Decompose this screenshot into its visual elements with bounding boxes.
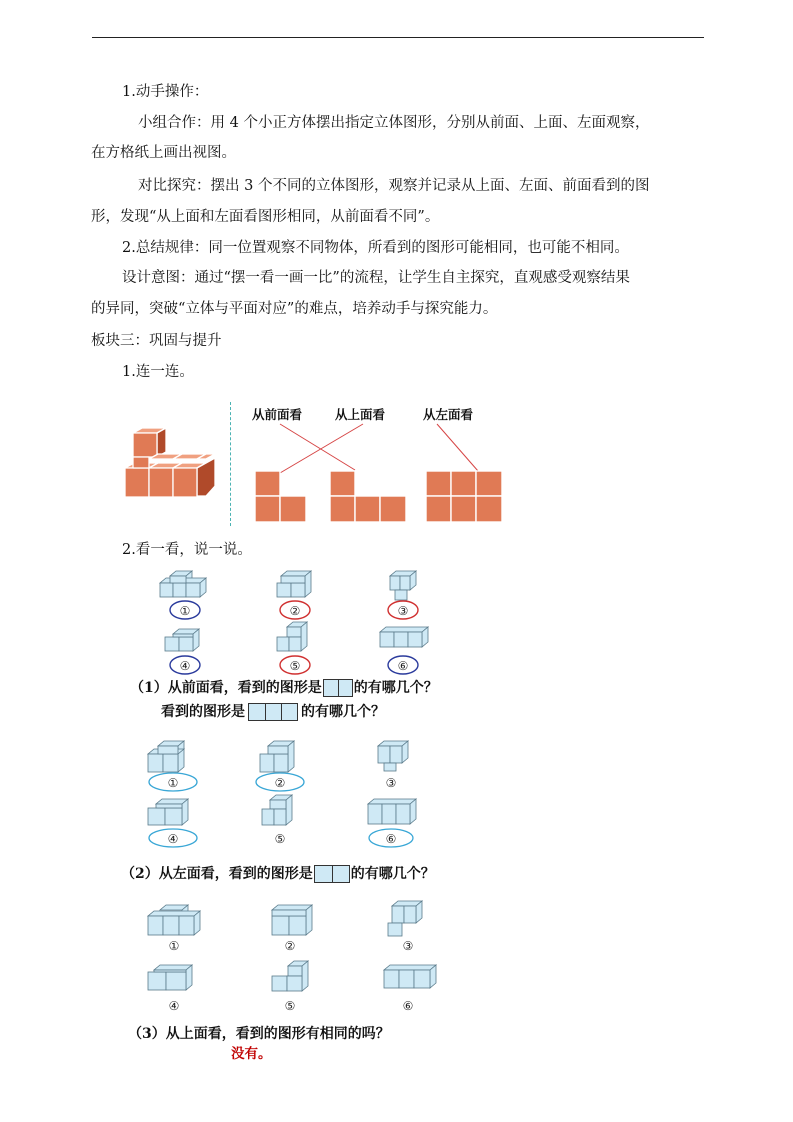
q3-num-4: ④ <box>168 999 180 1013</box>
q2-fig-6 <box>368 799 416 824</box>
q2-num-1: ① <box>167 776 179 790</box>
q2-num-5: ⑤ <box>274 832 286 846</box>
q3-num-2: ② <box>284 939 296 953</box>
q3-cube-figures <box>140 898 440 1018</box>
q2-fig-4 <box>148 799 188 825</box>
q1-num-5: ⑤ <box>289 659 301 673</box>
paragraph-compare-2: 形，发现“从上面和左面看图形相同，从前面看不同”。 <box>91 209 440 225</box>
q3-num-6: ⑥ <box>402 999 414 1013</box>
q3-num-5: ⑤ <box>284 999 296 1013</box>
view-label-left: 从左面看 <box>423 407 474 422</box>
exercise-2-title: 2.看一看，说一说。 <box>122 542 252 558</box>
view-shapes <box>255 471 502 522</box>
q1-cube-figures <box>155 570 445 680</box>
q1-num-6: ⑥ <box>397 659 409 673</box>
view-label-front: 从前面看 <box>252 407 303 422</box>
q2-num-4: ④ <box>167 832 179 846</box>
q3-question: （3）从上面看，看到的图形有相同的吗？ <box>128 1026 390 1042</box>
q2-fig-1 <box>148 741 184 772</box>
q1-num-2: ② <box>289 604 301 618</box>
q2-num-6: ⑥ <box>385 832 397 846</box>
shape-3-squares <box>248 703 298 721</box>
shape-2-squares <box>323 679 353 697</box>
match-views <box>240 400 520 530</box>
q1-question-b: 看到的图形是 的有哪几个？ <box>161 704 385 720</box>
exercise-1-title: 1.连一连。 <box>122 364 194 380</box>
q2-num-3: ③ <box>385 776 397 790</box>
q2-fig-2 <box>260 741 294 772</box>
q3-fig-5 <box>272 961 308 991</box>
q1-num-1: ① <box>179 604 191 618</box>
q1-question-a: （1）从前面看，看到的图形是 的有哪几个？ <box>130 680 438 696</box>
divider-dashed <box>230 402 231 526</box>
orange-cube-solid <box>124 428 219 500</box>
paragraph-intent-2: 的异同，突破“立体与平面对应”的难点，培养动手与探究能力。 <box>91 301 498 317</box>
q2-num-2: ② <box>274 776 286 790</box>
q2-question: （2）从左面看，看到的图形是 的有哪几个？ <box>121 866 435 882</box>
paragraph-summary: 2.总结规律：同一位置观察不同物体，所看到的图形可能相同，也可能不相同。 <box>122 240 629 256</box>
q2-fig-3 <box>378 741 408 771</box>
q2-cube-figures <box>140 738 440 858</box>
match-lines <box>280 424 478 473</box>
q1-fig-2 <box>277 571 311 619</box>
q3-fig-1 <box>148 905 200 935</box>
paragraph-group-work-2: 在方格纸上画出视图。 <box>91 145 236 161</box>
q3-num-3: ③ <box>402 939 414 953</box>
section-title-block3: 板块三：巩固与提升 <box>91 333 222 349</box>
section-title-hands-on: 1.动手操作： <box>122 84 209 100</box>
q3-fig-4 <box>148 965 192 990</box>
paragraph-compare-1: 对比探究：摆出 3 个不同的立体图形，观察并记录从上面、左面、前面看到的图 <box>138 178 650 194</box>
view-label-top: 从上面看 <box>335 407 386 422</box>
q2-fig-5 <box>262 795 292 825</box>
q1-num-3: ③ <box>397 604 409 618</box>
q1-fig-5 <box>277 622 310 674</box>
paragraph-group-work-1: 小组合作：用 4 个小正方体摆出指定立体图形，分别从前面、上面、左面观察， <box>138 115 650 131</box>
q1-fig-3 <box>388 571 418 619</box>
q3-fig-3 <box>388 901 422 936</box>
q1-fig-6 <box>380 627 428 674</box>
q1-num-4: ④ <box>179 659 191 673</box>
shape-2-squares-q2 <box>314 865 350 883</box>
header-rule <box>92 37 704 38</box>
paragraph-intent-1: 设计意图：通过“摆一看一画一比”的流程，让学生自主探究，直观感受观察结果 <box>122 270 630 286</box>
q3-fig-6 <box>384 965 436 988</box>
q1-fig-1 <box>160 571 206 619</box>
q3-answer: 没有。 <box>231 1046 272 1062</box>
q1-fig-4 <box>165 629 200 674</box>
q3-fig-2 <box>272 905 312 935</box>
q3-num-1: ① <box>168 939 180 953</box>
